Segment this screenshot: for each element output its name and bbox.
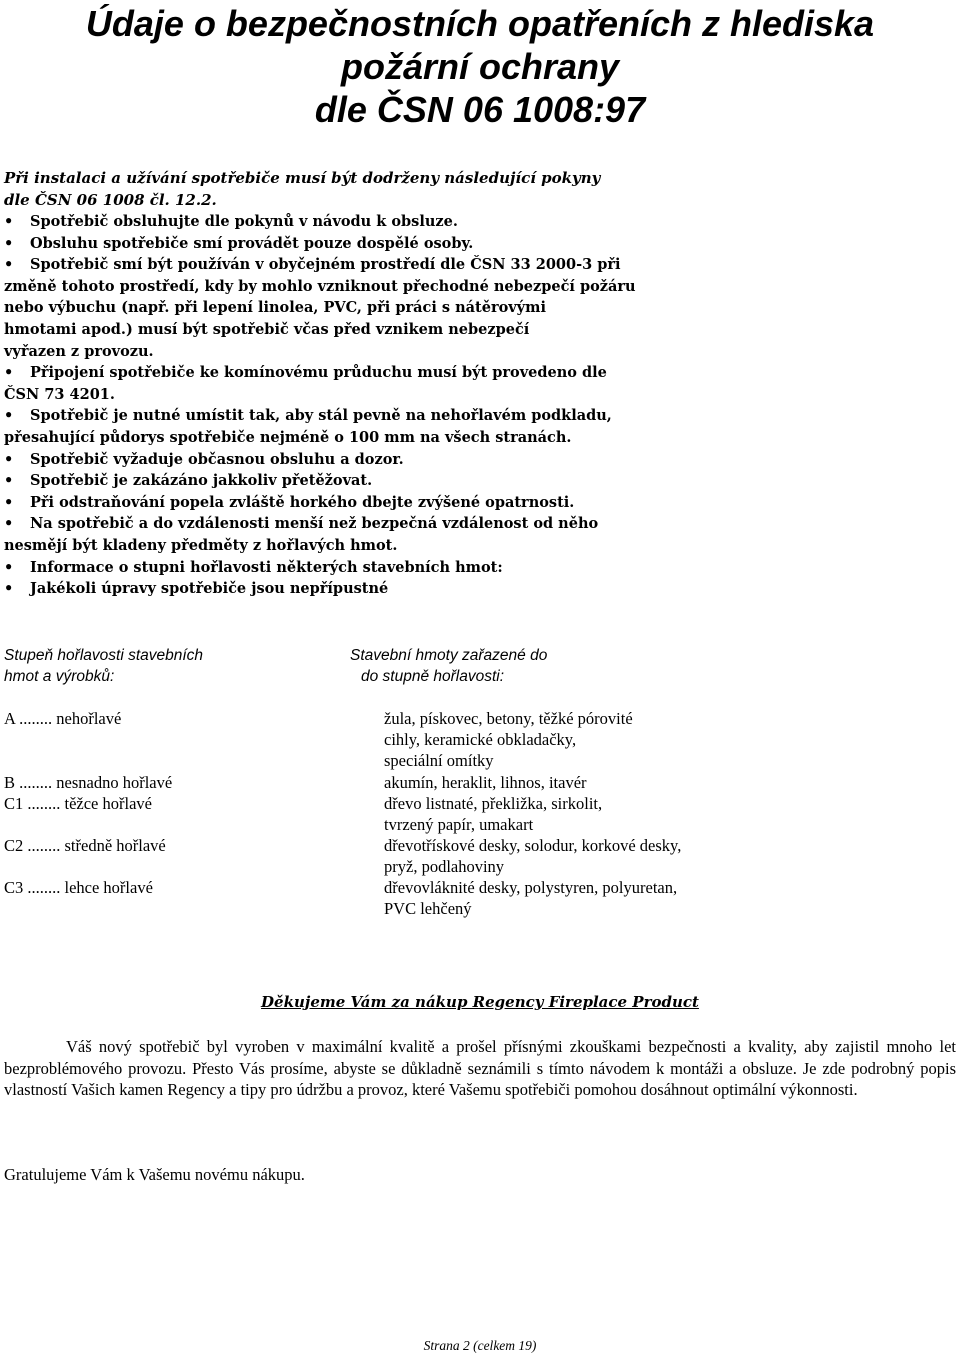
materials-cell (384, 877, 944, 919)
title-line-3: dle ČSN 06 1008:97 (314, 89, 646, 130)
bullet-icon: • (4, 256, 14, 274)
rule-item (4, 557, 954, 579)
rule-item (4, 362, 954, 405)
materials-line: dřevotřískové desky, solodur, korkové desky, (384, 836, 682, 855)
materials-line: akumín, heraklit, lihnos, itavér (384, 773, 587, 792)
bullet-icon: • (4, 493, 14, 511)
materials-cell (384, 835, 944, 877)
bullet-icon: • (4, 472, 14, 490)
header-col1-line-2: hmot a výrobků: (4, 668, 115, 685)
rule-text-line: Jakékoli úpravy spotřebiče jsou nepřípustné (30, 580, 389, 598)
rule-item (4, 405, 954, 448)
materials-line: speciální omítky (384, 751, 494, 770)
rule-text-line: Spotřebič obsluhujte dle pokynů v návodu k obsluze. (30, 213, 458, 230)
header-col2-line-1: Stavební hmoty zařazené do (350, 647, 548, 664)
bullet-icon: • (4, 558, 14, 576)
rule-text-line: Spotřebič vyžaduje občasnou obsluhu a dozor. (30, 450, 404, 468)
page-title (0, 2, 960, 131)
title-line-1: Údaje o bezpečnostních opatřeních z hlediska (85, 3, 875, 44)
safety-rules-list (4, 211, 954, 600)
rule-item (4, 578, 954, 600)
rule-text-line: Na spotřebič a do vzdálenosti menší než bezpečná vzdálenost od něho (30, 515, 599, 533)
page-number: Strana 2 (celkem 19) (423, 1338, 537, 1353)
bullet-icon: • (4, 450, 14, 468)
flammability-class: A ........ nehořlavé (4, 709, 122, 728)
rule-item (4, 254, 954, 362)
rule-text-line: přesahující půdorys spotřebiče nejméně o 100 mm na všech stranách. (4, 428, 572, 446)
rule-text-line: Při odstraňování popela zvláště horkého dbejte zvýšené opatrnosti. (30, 493, 575, 511)
rule-text-line: vyřazen z provozu. (4, 342, 154, 360)
bullet-icon: • (4, 234, 14, 252)
rule-text-line: hmotami apod.) musí být spotřebič včas před vznikem nebezpečí (4, 320, 530, 338)
intro-paragraph (4, 168, 934, 211)
flammability-class: C1 ........ těžce hořlavé (4, 794, 152, 813)
bullet-icon: • (4, 515, 14, 533)
materials-cell (384, 793, 944, 835)
thanks-heading: Děkujeme Vám za nákup Regency Fireplace Product (261, 993, 699, 1011)
materials-line: PVC lehčený (384, 899, 472, 918)
title-line-2: požární ochrany (340, 46, 620, 87)
flammability-class: C2 ........ středně hořlavé (4, 836, 166, 855)
rule-text-line: Spotřebič je nutné umístit tak, aby stál pevně na nehořlavém podkladu, (30, 407, 612, 425)
materials-line: cihly, keramické obkladačky, (384, 730, 577, 749)
rule-item (4, 449, 954, 471)
thanks-paragraph: Váš nový spotřebič byl vyroben v maximální kvalitě a prošel přísnými zkouškami bezpečnosti a kvality, aby zajistil mnoho let bezproblémového provozu. Přesto Vás prosíme, abyste se důkladně seznámili s tímto návodem k montáži a obsluze. Je zde podrobný popis vlastností Vašich kamen Regency a tipy pro údržbu a provoz, které Vašemu spotřebiči pomohou dosáhnout optimální výkonnosti. (4, 1037, 956, 1100)
header-flammability-class (4, 645, 304, 687)
rule-item (4, 211, 954, 233)
bullet-icon: • (4, 364, 14, 382)
rule-text-line: Připojení spotřebiče ke komínovému průduchu musí být provedeno dle (30, 364, 607, 382)
rule-text-line: nebo výbuchu (např. při lepení linolea, PVC, při práci s nátěrovými (4, 299, 546, 317)
rule-item (4, 492, 954, 514)
rule-item (4, 513, 954, 556)
bullet-icon: • (4, 407, 14, 425)
rule-text-line: nesmějí být kladeny předměty z hořlavých hmot. (4, 536, 398, 554)
materials-line: dřevovláknité desky, polystyren, polyuretan, (384, 878, 678, 897)
rule-text-line: Informace o stupni hořlavosti některých stavebních hmot: (30, 558, 503, 576)
flammability-class: C3 ........ lehce hořlavé (4, 878, 153, 897)
bullet-icon: • (4, 580, 14, 598)
intro-line-2: dle ČSN 06 1008 čl. 12.2. (4, 190, 217, 209)
rule-item (4, 233, 954, 255)
materials-line: tvrzený papír, umakart (384, 815, 534, 834)
materials-line: žula, pískovec, betony, těžké pórovité (384, 709, 633, 728)
materials-cell (384, 708, 944, 771)
rule-text-line: změně tohoto prostředí, kdy by mohlo vzniknout přechodné nebezpečí požáru (4, 277, 636, 295)
rule-text-line: ČSN 73 4201. (4, 385, 115, 403)
materials-cell (384, 772, 944, 793)
header-col1-line-1: Stupeň hořlavosti stavebních (4, 647, 204, 664)
rule-text-line: Obsluhu spotřebiče smí provádět pouze dospělé osoby. (30, 234, 474, 252)
bullet-icon: • (4, 213, 14, 230)
congratulations-text: Gratulujeme Vám k Vašemu novému nákupu. (4, 1165, 305, 1184)
flammability-class: B ........ nesnadno hořlavé (4, 773, 173, 792)
materials-line: dřevo listnaté, překližka, sirkolit, (384, 794, 603, 813)
header-col2-line-2: do stupně hořlavosti: (361, 668, 505, 685)
rule-item (4, 470, 954, 492)
intro-line-1: Při instalaci a užívání spotřebiče musí být dodrženy následující pokyny (4, 169, 601, 187)
rule-text-line: Spotřebič smí být používán v obyčejném prostředí dle ČSN 33 2000-3 při (30, 256, 621, 274)
header-materials (350, 645, 650, 687)
rule-text-line: Spotřebič je zakázáno jakkoliv přetěžovat. (30, 472, 373, 490)
materials-line: pryž, podlahoviny (384, 857, 505, 876)
